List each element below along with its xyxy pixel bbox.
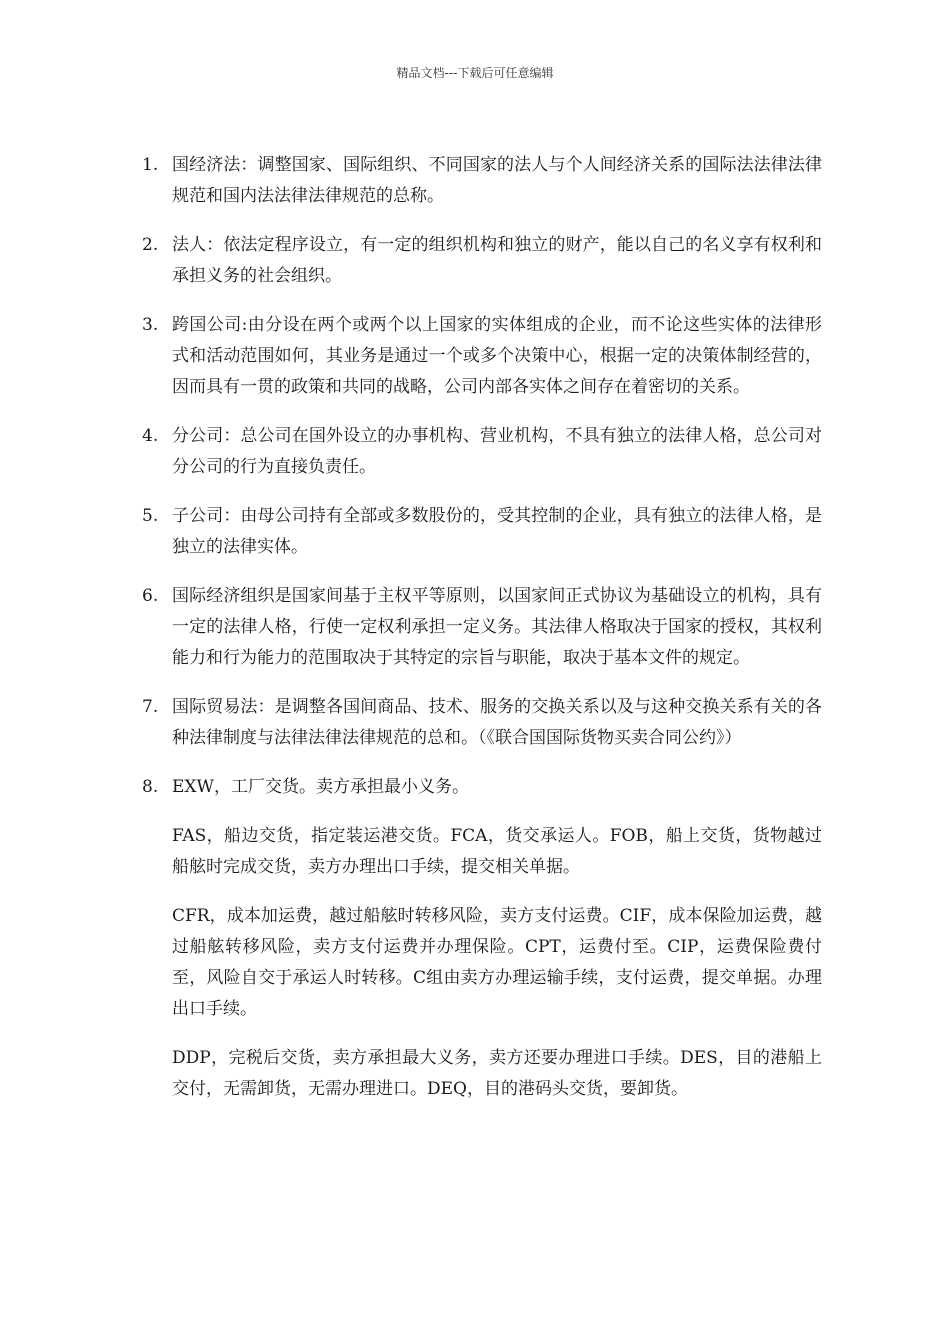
- item-paragraph: 跨国公司:由分设在两个或两个以上国家的实体组成的企业，而不论这些实体的法律形式和活动范围如何，其业务是通过一个或多个决策中心，根据一定的决策体制经营的，因而具有一贯的政策和共同的战略，公司内部各实体之间存在着密切的关系。: [172, 315, 822, 397]
- list-item: [142, 230, 822, 292]
- item-content: [172, 501, 822, 563]
- item-content: [172, 310, 822, 403]
- list-item: [142, 421, 822, 483]
- page-header: 精品文档---下载后可任意编辑: [396, 66, 554, 80]
- list-item: [142, 310, 822, 403]
- item-paragraph: FAS，船边交货，指定装运港交货。FCA，货交承运人。FOB，船上交货，货物越过船舷时完成交货，卖方办理出口手续，提交相关单据。: [172, 826, 822, 877]
- item-content: [172, 581, 822, 674]
- item-paragraph: 法人：依法定程序设立，有一定的组织机构和独立的财产，能以自己的名义享有权利和承担义务的社会组织。: [172, 235, 822, 286]
- item-paragraph: EXW，工厂交货。卖方承担最小义务。: [172, 777, 469, 797]
- item-paragraph: CFR，成本加运费，越过船舷时转移风险，卖方支付运费。CIF，成本保险加运费，越过船舷转移风险，卖方支付运费并办理保险。CPT，运费付至。CIP，运费保险费付至，风险自交于承运人时转移。C组由卖方办理运输手续，支付运费，提交单据。办理出口手续。: [172, 906, 822, 1019]
- item-number: 7.: [142, 697, 159, 717]
- item-number: 5.: [142, 506, 159, 526]
- item-number: 4.: [142, 426, 159, 446]
- list-item: [142, 772, 822, 1105]
- item-number: 8.: [142, 777, 159, 797]
- item-content: [172, 230, 822, 292]
- item-paragraph: 国经济法：调整国家、国际组织、不同国家的法人与个人间经济关系的国际法法律法律规范和国内法法律法律规范的总称。: [172, 155, 822, 206]
- list-item: [142, 692, 822, 754]
- document-body: [142, 150, 822, 1123]
- item-paragraph: 分公司：总公司在国外设立的办事机构、营业机构，不具有独立的法律人格，总公司对分公司的行为直接负责任。: [172, 426, 822, 477]
- item-paragraph: 子公司：由母公司持有全部或多数股份的，受其控制的企业，具有独立的法律人格，是独立的法律实体。: [172, 506, 822, 557]
- item-number: 2.: [142, 235, 159, 255]
- list-item: [142, 581, 822, 674]
- item-number: 6.: [142, 586, 159, 606]
- item-paragraph: DDP，完税后交货，卖方承担最大义务，卖方还要办理进口手续。DES，目的港船上交付，无需卸货，无需办理进口。DEQ，目的港码头交货，要卸货。: [172, 1048, 822, 1099]
- item-paragraph: 国际经济组织是国家间基于主权平等原则，以国家间正式协议为基础设立的机构，具有一定的法律人格，行使一定权利承担一定义务。其法律人格取决于国家的授权，其权利能力和行为能力的范围取决于其特定的宗旨与职能，取决于基本文件的规定。: [172, 586, 822, 668]
- item-content: [172, 692, 822, 754]
- list-item: [142, 501, 822, 563]
- item-content: [172, 772, 822, 1105]
- item-content: [172, 150, 822, 212]
- list-item: [142, 150, 822, 212]
- item-number: 1.: [142, 155, 159, 175]
- item-number: 3.: [142, 315, 159, 335]
- item-content: [172, 421, 822, 483]
- item-paragraph: 国际贸易法：是调整各国间商品、技术、服务的交换关系以及与这种交换关系有关的各种法律制度与法律法律法律规范的总和。（《联合国国际货物买卖合同公约》）: [172, 697, 822, 748]
